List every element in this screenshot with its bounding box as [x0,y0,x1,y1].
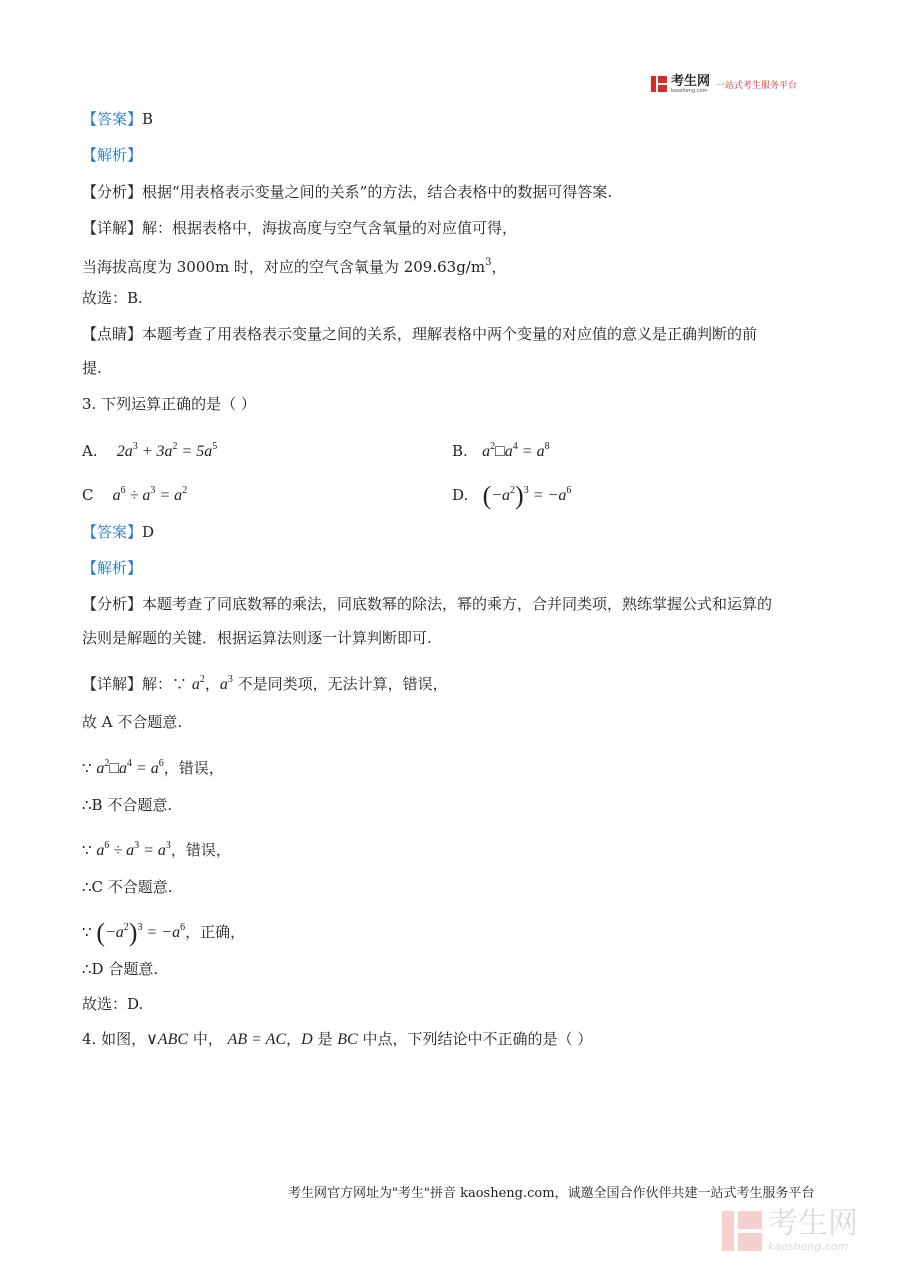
q3-check-c: ∵ $a^6 \div a^3 = a^3$，错误， [82,840,231,859]
watermark [722,1208,858,1253]
q3-xiangjie: 【详解】解：∵ $a^2$，$a^3$ 不是同类项，无法计算，错误， [82,674,448,693]
q4-stem: 4. 如图，∨ABC 中， AB = AC，D 是 BC 中点，下列结论中不正确的是（ ） [82,1030,593,1048]
watermark-name: 考生网 [768,1206,858,1241]
q2-answer: 【答案】B [82,110,154,128]
q3-option-d: D. $(-a^2)^3 = -a^6$ [452,481,572,510]
q3-conclusion-d: ∴D 合题意. [82,960,159,978]
q3-choice: 故选：D. [82,995,144,1013]
q3-fenxi: 【分析】本题考查了同底数幂的乘法，同底数幂的除法，幂的乘方，合并同类项，熟练掌握公式和运算的 [82,595,773,613]
q2-analysis-tag: 【解析】 [82,146,143,164]
q3-check-d: ∵ $(-a^2)^3 = -a^6$，正确， [82,918,246,947]
q3-option-b: B. $a^2□a^4 = a^8$ [452,441,550,460]
q2-fenxi: 【分析】根据“用表格表示变量之间的关系”的方法，结合表格中的数据可得答案. [82,183,613,201]
q2-xiangjie: 【详解】解：根据表格中，海拔高度与空气含氧量的对应值可得， [82,219,518,237]
q3-answer: 【答案】D [82,523,155,541]
q2-xiangjie-line2: 当海拔高度为 3000m 时，对应的空气含氧量为 $209.63g/m^3$， [82,257,507,276]
kaosheng-logo [651,73,797,95]
q2-dianjing-line2: 提. [82,359,102,377]
logo-slogan: 一站式考生服务平台 [716,80,798,91]
watermark-domain: kaosheng.com [768,1240,849,1253]
q3-fenxi-line2: 法则是解题的关键．根据运算法则逐一计算判断即可. [82,629,432,647]
q3-stem: 3. 下列运算正确的是（ ） [82,395,256,413]
q2-choice: 故选：B. [82,289,143,307]
kaosheng-logo-icon [651,76,667,92]
q3-analysis-tag: 【解析】 [82,559,143,577]
footer-text: 考生网官方网址为"考生"拼音 kaosheng.com，诚邀全国合作伙伴共建一站式考生服务平台 [288,1186,815,1201]
q3-conclusion-a: 故 A 不合题意. [82,713,183,731]
q3-check-b: ∵ $a^2□a^4 = a^6$，错误， [82,758,224,777]
logo-domain: kaosheng.com [671,87,708,94]
q3-conclusion-c: ∴C 不合题意. [82,878,173,896]
q3-conclusion-b: ∴B 不合题意. [82,796,173,814]
q3-option-c: C $a^6 \div a^3 = a^2$ [82,485,188,504]
logo-name: 考生网 [671,73,711,89]
q3-option-a: A. $2a^3 + 3a^2 = 5a^5$ [82,441,218,460]
q2-dianjing: 【点睛】本题考查了用表格表示变量之间的关系，理解表格中两个变量的对应值的意义是正确判断的前 [82,325,758,343]
watermark-logo-icon [722,1211,762,1251]
